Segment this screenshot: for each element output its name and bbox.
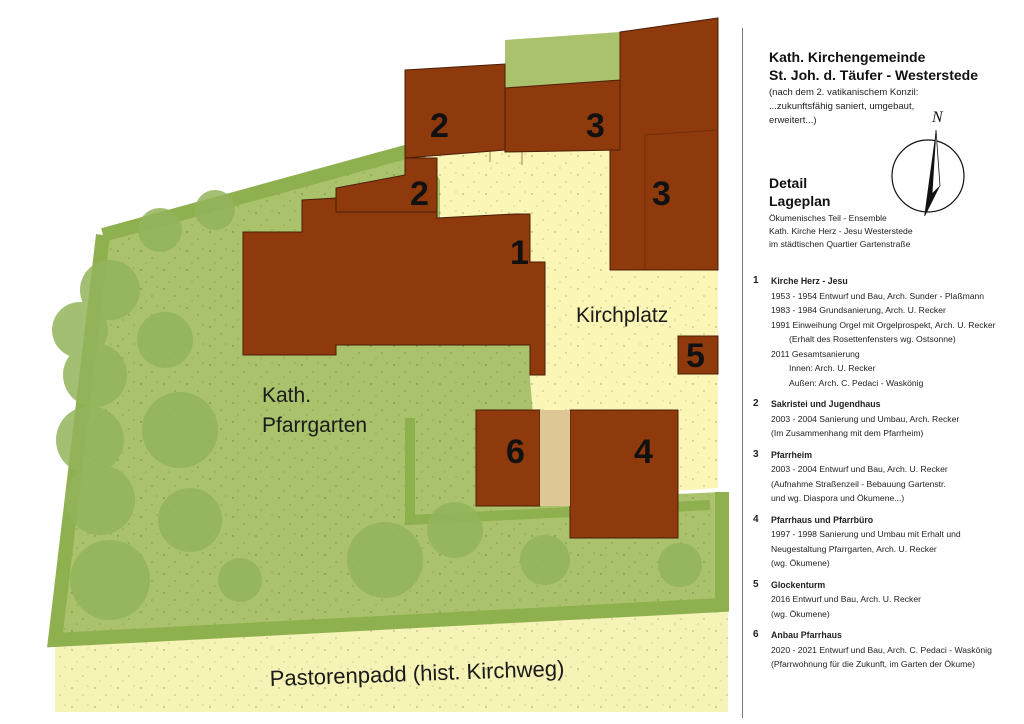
legend-subtitle: (nach dem 2. vatikanischem Konzil: ...zukunftsfähig saniert, umgebaut, erweitert...) — [769, 87, 919, 126]
building-number-6: 6 — [506, 433, 525, 471]
building-number-1: 1 — [510, 234, 529, 272]
garden-label-line1: Kath. — [262, 384, 312, 407]
legend-item-4: 4 Pfarrhaus und Pfarrbüro 1997 - 1998 Sanierung und Umbau mit Erhalt und Neugestaltung Pfarrgarten, Arch. U. Recker (wg. Ökumene) — [753, 513, 961, 568]
legend-title: Kath. Kirchengemeinde St. Joh. d. Täufer - Westerstede — [769, 49, 979, 83]
green-strip — [505, 32, 620, 88]
plaza-label: Kirchplatz — [576, 304, 669, 327]
building-number-2b: 2 — [410, 175, 429, 213]
building-number-2a: 2 — [430, 107, 449, 145]
connector — [540, 410, 570, 506]
detail-subtitle: Ökumenisches Teil - Ensemble Kath. Kirche Herz - Jesu Westerstede im städtischen Quartier Gartenstraße — [769, 213, 913, 249]
legend-item-3: 3 Pfarrheim 2003 - 2004 Entwurf und Bau, Arch. U. Recker (Aufnahme Straßenzeil - Bebauung Gartenstr. und wg. Diaspora und Ökumene...) — [753, 448, 948, 503]
legend-item-6: 6 Anbau Pfarrhaus 2020 - 2021 Entwurf und Bau, Arch. C. Pedaci - Waskönig (Pfarrwohnung für die Zukunft, im Garten der Ökume) — [753, 629, 992, 669]
legend-item-1: 1 Kirche Herz - Jesu 1953 - 1954 Entwurf und Bau, Arch. Sunder - Plaßmann 1983 - 1984 Grundsanierung, Arch. U. Recker 1991 Einweihung Orgel mit Orgelprospekt, Arch. U. Recker (Erhalt des Rosettenfensters wg. Ostsonne) 2011 Gesamtsanierung Innen: Arch. U. Recker Außen: Arch. C. Pedaci - Waskönig — [753, 275, 996, 388]
detail-title: Detail Lageplan — [769, 175, 831, 209]
building-number-4: 4 — [634, 433, 653, 471]
legend-item-5: 5 Glockenturm 2016 Entwurf und Bau, Arch. U. Recker (wg. Ökumene) — [753, 578, 921, 619]
legend-items — [753, 274, 1021, 679]
building-number-3a: 3 — [586, 107, 605, 145]
building-number-3b: 3 — [652, 175, 671, 213]
north-arrow-icon — [890, 106, 970, 216]
compass-letter: N — [932, 109, 943, 126]
garden-label-line2: Pfarrgarten — [262, 414, 368, 437]
legend-panel — [742, 28, 1021, 718]
building-number-5: 5 — [686, 337, 705, 375]
path-label: Pastorenpadd (hist. Kirchweg) — [269, 655, 565, 691]
legend-item-2: 2 Sakristei und Jugendhaus 2003 - 2004 Sanierung und Umbau, Arch. Recker (Im Zusammenhang mit dem Pfarrheim) — [753, 398, 960, 438]
